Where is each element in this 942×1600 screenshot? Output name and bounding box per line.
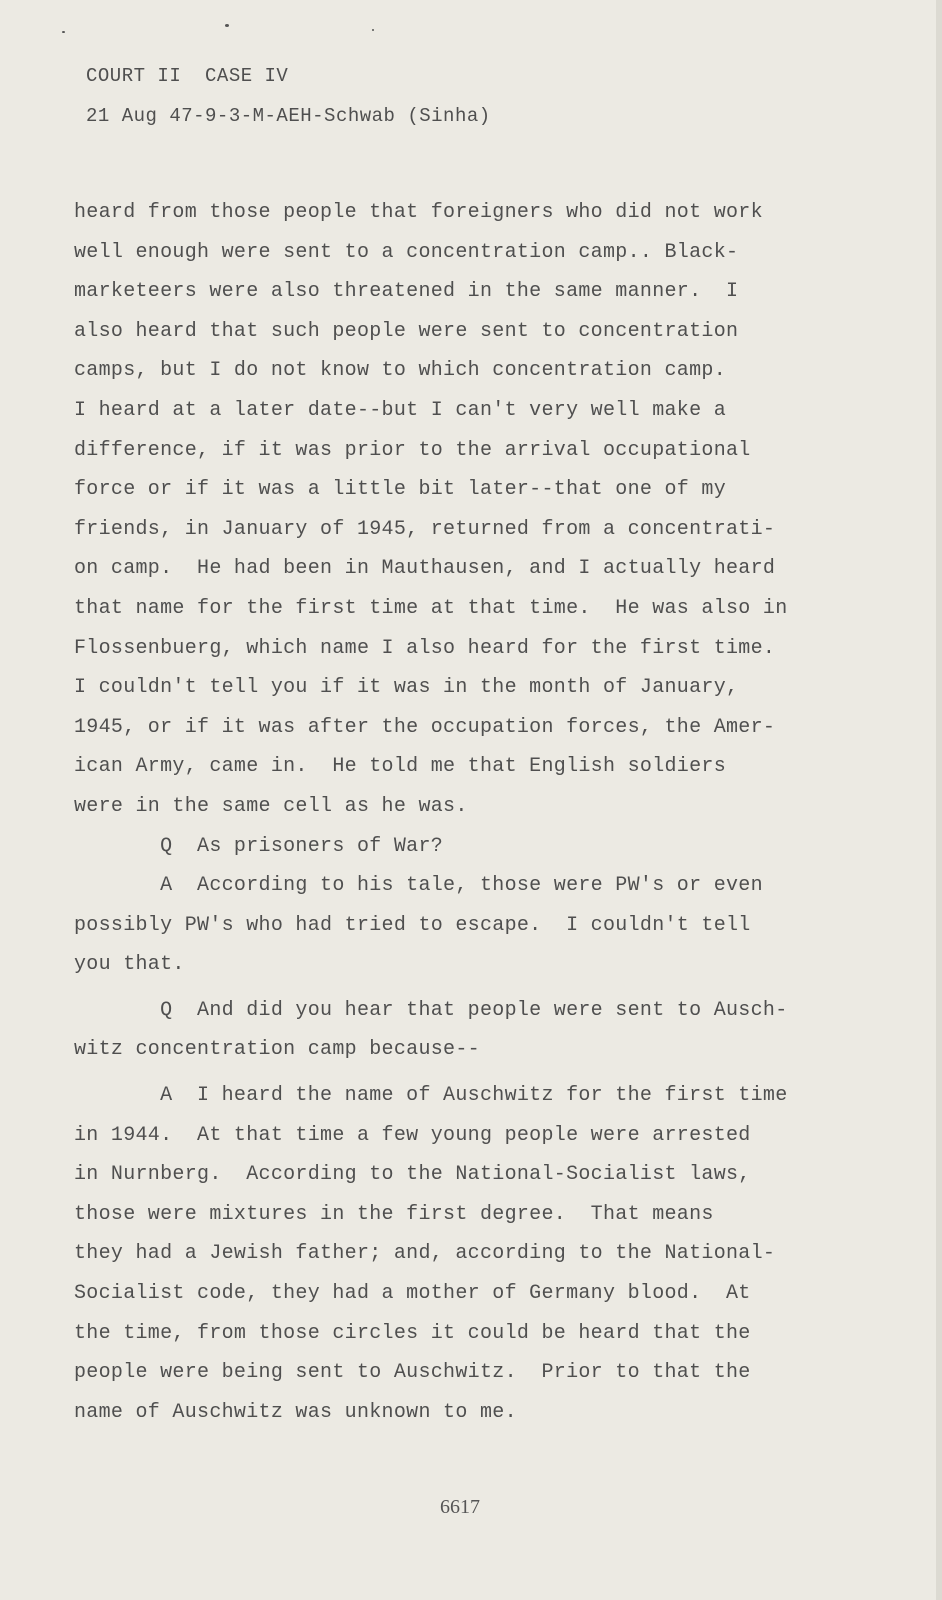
transcript-line: I heard at a later date--but I can't very well make a — [74, 398, 727, 422]
transcript-line: the time, from those circles it could be heard that the — [74, 1321, 751, 1345]
case-header — [86, 66, 491, 126]
court-case-line: COURT II CASE IV — [86, 65, 289, 87]
transcript-line: name of Auschwitz was unknown to me. — [74, 1400, 517, 1424]
transcript-line: in 1944. At that time a few young people were arrested — [74, 1123, 751, 1147]
transcript-line: also heard that such people were sent to concentration — [74, 319, 739, 343]
transcript-line: people were being sent to Auschwitz. Prior to that the — [74, 1361, 751, 1385]
transcript-line: Flossenbuerg, which name I also heard for the first time. — [74, 636, 776, 660]
transcript-line: that name for the first time at that time. He was also in — [74, 596, 788, 620]
question-line: Q As prisoners of War? — [74, 834, 444, 858]
transcript-line: possibly PW's who had tried to escape. I couldn't tell — [74, 913, 751, 937]
transcript-line: were in the same cell as he was. — [74, 794, 468, 818]
answer-line: A I heard the name of Auschwitz for the first time — [74, 1084, 788, 1108]
transcript-line: camps, but I do not know to which concentration camp. — [74, 359, 727, 383]
transcript-line: those were mixtures in the first degree. That means — [74, 1202, 714, 1226]
transcript-line: 1945, or if it was after the occupation forces, the Amer- — [74, 715, 776, 739]
question-line: Q And did you hear that people were sent to Ausch- — [74, 998, 788, 1022]
transcript-line: friends, in January of 1945, returned from a concentrati- — [74, 517, 776, 541]
transcript-line: well enough were sent to a concentration camp.. Black- — [74, 240, 739, 264]
ink-speck — [225, 24, 229, 27]
transcript-line: ican Army, came in. He told me that English soldiers — [74, 755, 727, 779]
transcript-body — [74, 193, 914, 1432]
transcript-line: witz concentration camp because-- — [74, 1038, 480, 1062]
transcript-line: on camp. He had been in Mauthausen, and I actually heard — [74, 557, 776, 581]
transcript-line: they had a Jewish father; and, according to the National- — [74, 1242, 776, 1266]
transcript-line: marketeers were also threatened in the same manner. I — [74, 280, 739, 304]
session-line: 21 Aug 47-9-3-M-AEH-Schwab (Sinha) — [86, 105, 491, 127]
answer-line: A According to his tale, those were PW's or even — [74, 874, 763, 898]
transcript-line: in Nurnberg. According to the National-Socialist laws, — [74, 1163, 751, 1187]
ink-speck — [372, 29, 374, 31]
transcript-line: difference, if it was prior to the arrival occupational — [74, 438, 751, 462]
transcript-line: I couldn't tell you if it was in the month of January, — [74, 676, 739, 700]
transcript-line: heard from those people that foreigners who did not work — [74, 201, 763, 224]
transcript-line: you that. — [74, 953, 185, 977]
transcript-line: force or if it was a little bit later--that one of my — [74, 478, 727, 502]
page-number: 6617 — [440, 1496, 480, 1518]
transcript-line: Socialist code, they had a mother of Germany blood. At — [74, 1282, 751, 1306]
ink-speck — [62, 31, 65, 33]
